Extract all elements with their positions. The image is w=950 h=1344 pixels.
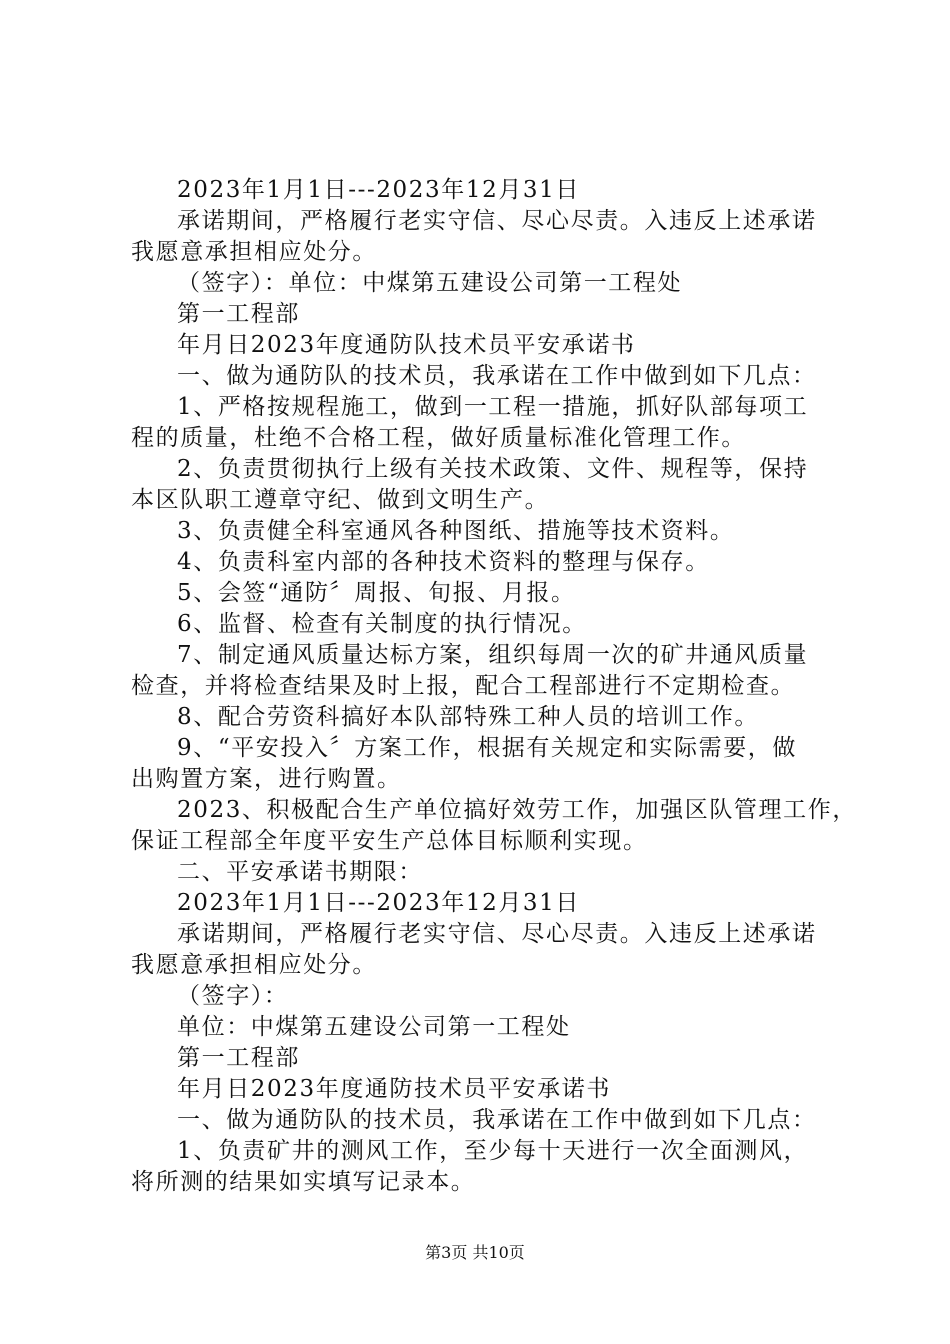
text-line: 一、做为通防队的技术员，我承诺在工作中做到如下几点： [177,1107,817,1133]
text-line: 2023年1月1日---2023年12月31日 [177,177,580,203]
text-line: 我愿意承担相应处分。 [131,952,377,978]
text-line: 年月日2023年度通防技术员平安承诺书 [177,1076,611,1102]
text-line: 2023年1月1日---2023年12月31日 [177,890,580,916]
text-line: 出购置方案，进行购置。 [131,766,402,792]
page-number-footer: 第3页 共10页 [425,1243,525,1262]
text-line: （签字）：单位：中煤第五建设公司第一工程处 [177,270,683,296]
text-line: 4、负责科室内部的各种技术资料的整理与保存。 [177,549,710,575]
text-line: 6、监督、检查有关制度的执行情况。 [177,611,587,637]
text-line: 8、配合劳资科搞好本队部特殊工种人员的培训工作。 [177,704,760,730]
text-line: 保证工程部全年度平安生产总体目标顺利实现。 [131,828,648,854]
text-line: 检查，并将检查结果及时上报，配合工程部进行不定期检查。 [131,673,796,699]
text-line: 第一工程部 [177,1045,300,1071]
text-line: 承诺期间，严格履行老实守信、尽心尽责。入违反上述承诺 [177,208,817,234]
text-line: 我愿意承担相应处分。 [131,239,377,265]
text-line: 2、负责贯彻执行上级有关技术政策、文件、规程等，保持 [177,456,809,482]
text-line: 一、做为通防队的技术员，我承诺在工作中做到如下几点： [177,363,817,389]
text-line: 9、“平安投入〞方案工作，根据有关规定和实际需要，做 [177,735,797,761]
text-line: 第一工程部 [177,301,300,327]
document-body [131,175,857,1198]
text-line: 二、平安承诺书期限： [177,859,423,885]
text-line: 1、严格按规程施工，做到一工程一措施，抓好队部每项工 [177,394,809,420]
text-line: 年月日2023年度通防队技术员平安承诺书 [177,332,636,358]
text-line: 单位：中煤第五建设公司第一工程处 [177,1014,571,1040]
text-line: 3、负责健全科室通风各种图纸、措施等技术资料。 [177,518,735,544]
text-line: 承诺期间，严格履行老实守信、尽心尽责。入违反上述承诺 [177,921,817,947]
text-line: 本区队职工遵章守纪、做到文明生产。 [131,487,550,513]
text-line: 2023、积极配合生产单位搞好效劳工作，加强区队管理工作， [177,797,857,823]
text-line: 1、负责矿井的测风工作，至少每十天进行一次全面测风， [177,1138,809,1164]
text-line: 将所测的结果如实填写记录本。 [131,1169,476,1195]
text-line: 7、制定通风质量达标方案，组织每周一次的矿井通风质量 [177,642,809,668]
text-line: 5、会签“通防〞周报、旬报、月报。 [177,580,576,606]
text-line: 程的质量，杜绝不合格工程，做好质量标准化管理工作。 [131,425,746,451]
text-line: （签字）： [177,983,289,1009]
